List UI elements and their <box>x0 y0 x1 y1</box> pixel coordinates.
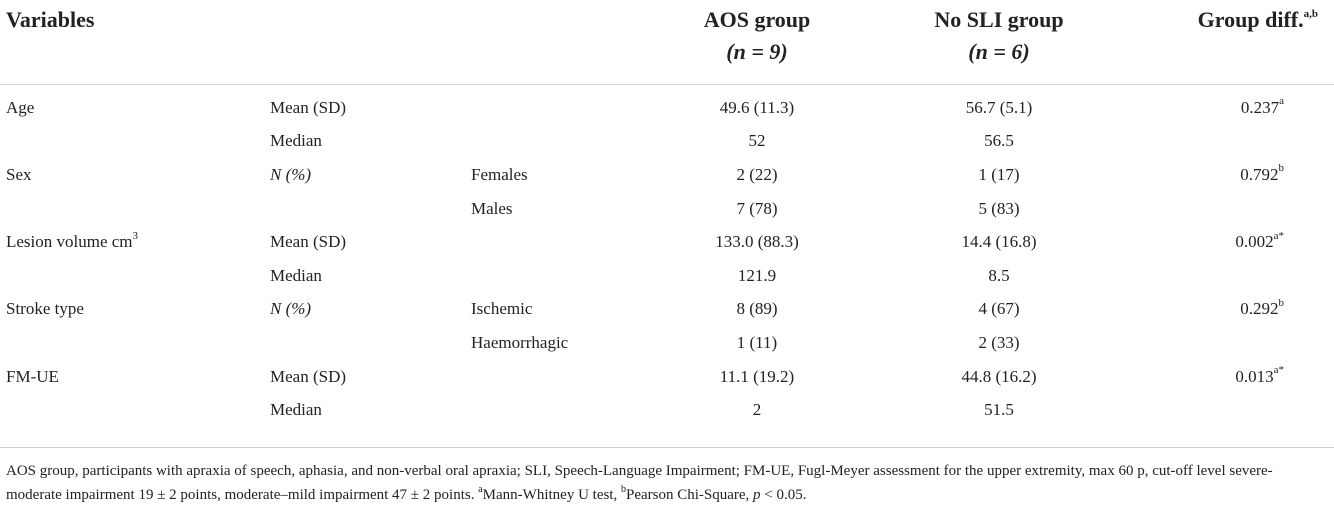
cell-variable <box>0 293 262 327</box>
table-header <box>0 0 1334 85</box>
cell-no-sli-group: 56.7 (5.1) <box>965 97 1033 117</box>
cell-group-diff <box>1121 293 1334 327</box>
cell-category <box>462 85 637 125</box>
header-no-sli-n: (n = 6) <box>968 39 1030 64</box>
variable-label: FM-UE <box>6 366 59 386</box>
header-no-sli-label: No SLI group <box>934 7 1064 32</box>
group-diff-superscript: a* <box>1273 229 1284 242</box>
cell-aos-group: 52 <box>748 131 766 151</box>
cell-statistic: N (%) <box>270 299 312 319</box>
group-diff-superscript: b <box>1278 162 1284 175</box>
cell-group-diff <box>1121 158 1334 192</box>
cell-no-sli-group: 8.5 <box>988 265 1010 285</box>
variable-superscript: 3 <box>132 229 139 242</box>
cell-group-diff <box>1121 85 1334 125</box>
cell-aos-group: 8 (89) <box>736 299 778 319</box>
group-diff-value: 0.002 <box>1235 232 1274 252</box>
header-empty-stat <box>262 0 462 85</box>
cell-variable <box>0 326 262 360</box>
cell-no-sli-group: 56.5 <box>984 131 1014 151</box>
cell-category: Haemorrhagic <box>471 332 569 352</box>
cell-category: Females <box>471 164 528 184</box>
cell-category: Males <box>471 198 513 218</box>
table-footnote <box>6 459 1328 507</box>
group-diff-superscript: a <box>1279 95 1284 108</box>
cell-category <box>462 360 637 394</box>
variable-label: Sex <box>6 164 32 184</box>
cell-category <box>462 259 637 293</box>
header-aos-group <box>637 0 877 85</box>
header-no-sli-group <box>877 0 1121 85</box>
cell-variable <box>0 192 262 226</box>
group-diff-value: 0.292 <box>1240 299 1279 319</box>
table-row <box>0 259 1334 293</box>
cell-aos-group: 133.0 (88.3) <box>715 232 799 252</box>
cell-aos-group: 1 (11) <box>736 332 778 352</box>
variable-label: Age <box>6 97 35 117</box>
variable-label: Lesion volume cm <box>6 232 133 252</box>
cell-statistic: Mean (SD) <box>270 232 347 252</box>
cell-aos-group: 2 (22) <box>736 164 778 184</box>
group-diff-value: 0.013 <box>1235 366 1274 386</box>
table-body <box>0 85 1334 435</box>
header-aos-label: AOS group <box>703 7 811 32</box>
header-group-diff-label: Group diff. <box>1197 7 1304 32</box>
footnote-text-b: Pearson Chi-Square, <box>625 487 754 503</box>
cell-aos-group: 2 <box>752 400 762 420</box>
footnote-sup-a: a <box>478 484 483 495</box>
cell-no-sli-group: 14.4 (16.8) <box>961 232 1037 252</box>
header-row <box>0 0 1334 85</box>
footnote-text-a: Mann-Whitney U test, <box>482 487 621 503</box>
cell-category <box>462 225 637 259</box>
group-diff-value: 0.792 <box>1240 164 1279 184</box>
table-bottom-rule <box>0 447 1334 448</box>
cell-statistic: Mean (SD) <box>270 366 347 386</box>
cell-variable <box>0 85 262 125</box>
header-empty-category <box>462 0 637 85</box>
cell-variable <box>0 360 262 394</box>
table-row <box>0 293 1334 327</box>
cell-statistic: Median <box>270 131 322 151</box>
header-group-diff-sup: a,b <box>1303 7 1318 20</box>
cell-no-sli-group: 4 (67) <box>978 299 1020 319</box>
cell-variable <box>0 225 262 259</box>
cell-category: Ischemic <box>471 299 533 319</box>
table-row <box>0 158 1334 192</box>
cell-no-sli-group: 51.5 <box>984 400 1014 420</box>
cell-group-diff <box>1121 192 1334 226</box>
group-diff-superscript: b <box>1278 296 1284 309</box>
cell-variable <box>0 393 262 435</box>
header-variables-label: Variables <box>6 7 95 32</box>
cell-variable <box>0 158 262 192</box>
footnote-text-end: < 0.05. <box>760 487 807 503</box>
group-diff-value: 0.237 <box>1240 97 1280 117</box>
header-aos-n: (n = 9) <box>726 39 788 64</box>
cell-no-sli-group: 44.8 (16.2) <box>961 366 1037 386</box>
footnote-main-text: AOS group, participants with apraxia of speech, aphasia, and non-verbal oral apraxia; SLI, Speech-Language Impairment; FM-UE, Fugl-Meyer assessment for the upper extremity, max 60 p, cut-off level severe-moderate impairment 19 ± 2 points, moderate–mild impairment 47 ± 2 points. <box>6 463 1273 503</box>
table-row <box>0 125 1334 159</box>
cell-statistic <box>262 192 462 226</box>
footnote-sup-b: b <box>620 484 626 495</box>
cell-variable <box>0 125 262 159</box>
cell-no-sli-group: 2 (33) <box>978 332 1020 352</box>
cell-aos-group: 7 (78) <box>736 198 778 218</box>
cell-group-diff <box>1121 259 1334 293</box>
cell-category <box>462 393 637 435</box>
cell-group-diff <box>1121 393 1334 435</box>
cell-category <box>462 125 637 159</box>
cell-statistic: Median <box>270 400 322 420</box>
table-row <box>0 393 1334 435</box>
footnote-p-italic: p <box>753 487 761 503</box>
cell-statistic <box>262 326 462 360</box>
cell-variable <box>0 259 262 293</box>
variable-label: Stroke type <box>6 299 84 319</box>
header-variables <box>0 0 262 85</box>
cell-no-sli-group: 1 (17) <box>978 164 1020 184</box>
table-row <box>0 360 1334 394</box>
table-row <box>0 85 1334 125</box>
cell-group-diff <box>1121 225 1334 259</box>
table-row <box>0 225 1334 259</box>
cell-group-diff <box>1121 125 1334 159</box>
cell-group-diff <box>1121 326 1334 360</box>
cell-aos-group: 11.1 (19.2) <box>719 366 795 386</box>
cell-no-sli-group: 5 (83) <box>978 198 1020 218</box>
cell-group-diff <box>1121 360 1334 394</box>
cell-statistic: Mean (SD) <box>270 97 347 117</box>
table-row <box>0 192 1334 226</box>
group-diff-superscript: a* <box>1273 363 1284 376</box>
header-group-diff <box>1121 0 1334 85</box>
cell-statistic: N (%) <box>270 164 312 184</box>
cell-aos-group: 49.6 (11.3) <box>719 97 795 117</box>
cell-aos-group: 121.9 <box>737 265 777 285</box>
cell-statistic: Median <box>270 265 322 285</box>
table-row <box>0 326 1334 360</box>
